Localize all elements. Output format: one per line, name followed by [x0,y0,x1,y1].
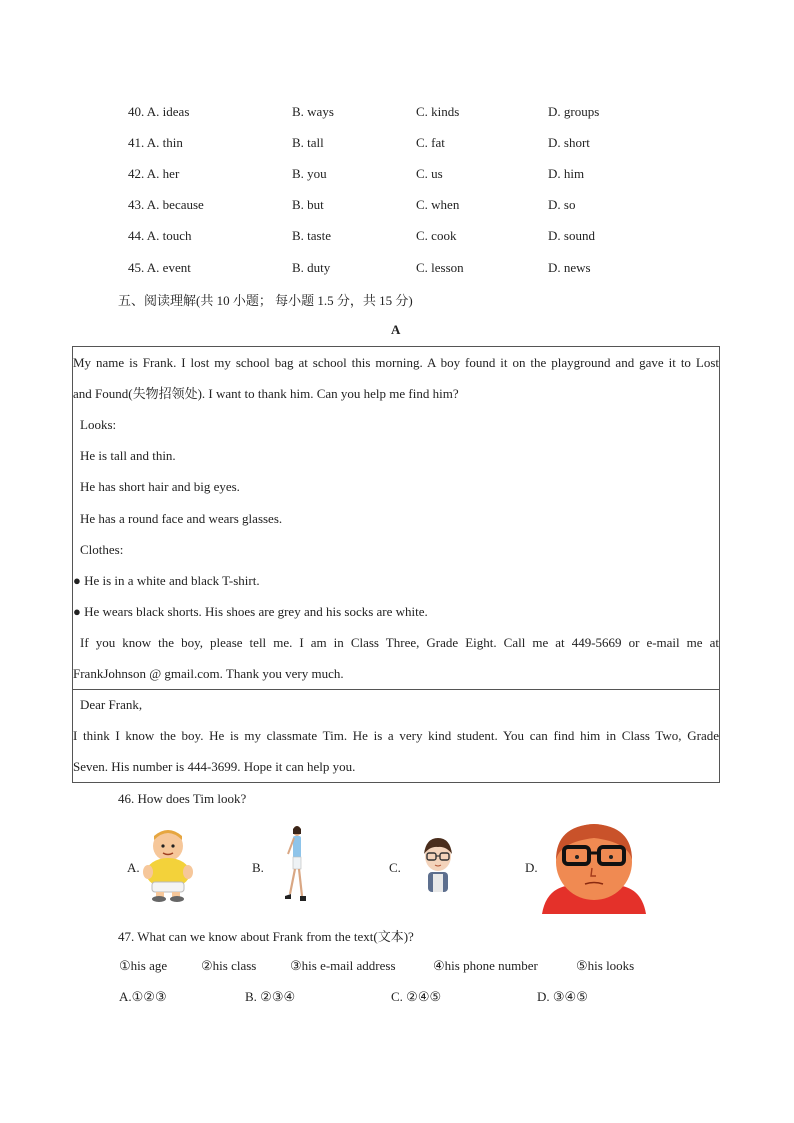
look-item: He is tall and thin. [80,448,176,463]
info-items-row [0,958,794,978]
option-row-45 [0,260,794,280]
option-c: C. lesson [416,260,464,275]
choice-d-label: D. [525,860,538,875]
answer-options-row [0,989,794,1009]
boy-with-glasses-image [420,834,456,894]
option-c: C. fat [416,135,445,150]
option-a: 45. A. event [128,260,191,275]
answer-b: B. ②③④ [245,989,296,1004]
option-row-42 [0,166,794,186]
answer-d: D. ③④⑤ [537,989,588,1004]
reply-line: I think I know the boy. He is my classmate Tim. He is a very kind student. You can find him in Class Two, Grade [73,728,719,743]
question-46: 46. How does Tim look? [118,791,247,806]
cloth-item: ● He wears black shorts. His shoes are grey and his socks are white. [73,604,428,619]
contact-line: FrankJohnson @ gmail.com. Thank you very much. [73,666,344,681]
info-item: ④his phone number [433,958,538,973]
option-a: 41. A. thin [128,135,183,150]
option-d: D. groups [548,104,600,119]
reply-greeting: Dear Frank, [80,697,143,712]
clothes-heading: Clothes: [80,542,124,557]
option-d: D. short [548,135,590,150]
option-c: C. kinds [416,104,460,119]
option-b: B. but [292,197,324,212]
option-row-41 [0,135,794,155]
option-b: B. taste [292,228,331,243]
option-a: 40. A. ideas [128,104,190,119]
choice-b-label: B. [252,860,264,875]
option-b: B. ways [292,104,334,119]
option-b: B. duty [292,260,331,275]
reply-box [72,689,720,783]
notice-box [72,346,720,690]
contact-line: If you know the boy, please tell me. I am in Class Three, Grade Eight. Call me at 449-5669 or e-mail me at [80,635,719,650]
option-a: 43. A. because [128,197,204,212]
option-c: C. us [416,166,443,181]
option-d: D. sound [548,228,595,243]
choice-c-label: C. [389,860,401,875]
option-a: 44. A. touch [128,228,192,243]
info-item: ②his class [201,958,257,973]
option-row-43 [0,197,794,217]
fat-boy-image [138,826,198,902]
question-47: 47. What can we know about Frank from the text(文本)? [118,929,414,944]
option-d: D. so [548,197,576,212]
look-item: He has a round face and wears glasses. [80,511,283,526]
look-item: He has short hair and big eyes. [80,479,240,494]
tall-thin-person-image [282,824,310,912]
round-face-glasses-image [542,820,646,914]
notice-line: My name is Frank. I lost my school bag at school this morning. A boy found it on the playground and gave it to Lost [73,355,719,370]
info-item: ⑤his looks [576,958,635,973]
option-row-40 [0,104,794,124]
option-row-44 [0,228,794,248]
option-b: B. you [292,166,327,181]
option-c: C. cook [416,228,457,243]
info-item: ①his age [119,958,168,973]
info-item: ③his e-mail address [290,958,396,973]
option-d: D. him [548,166,585,181]
option-d: D. news [548,260,591,275]
option-a: 42. A. her [128,166,180,181]
option-b: B. tall [292,135,324,150]
section-title: 五、阅读理解(共 10 小题； 每小题 1.5 分，共 15 分) [118,293,413,308]
notice-line: and Found(失物招领处). I want to thank him. Can you help me find him? [73,386,459,401]
looks-heading: Looks: [80,417,117,432]
cloth-item: ● He is in a white and black T-shirt. [73,573,260,588]
choice-a-label: A. [127,860,140,875]
answer-c: C. ②④⑤ [391,989,442,1004]
answer-a: A.①②③ [119,989,167,1004]
passage-title: A [391,322,401,337]
option-c: C. when [416,197,460,212]
reply-line: Seven. His number is 444-3699. Hope it can help you. [73,759,356,774]
